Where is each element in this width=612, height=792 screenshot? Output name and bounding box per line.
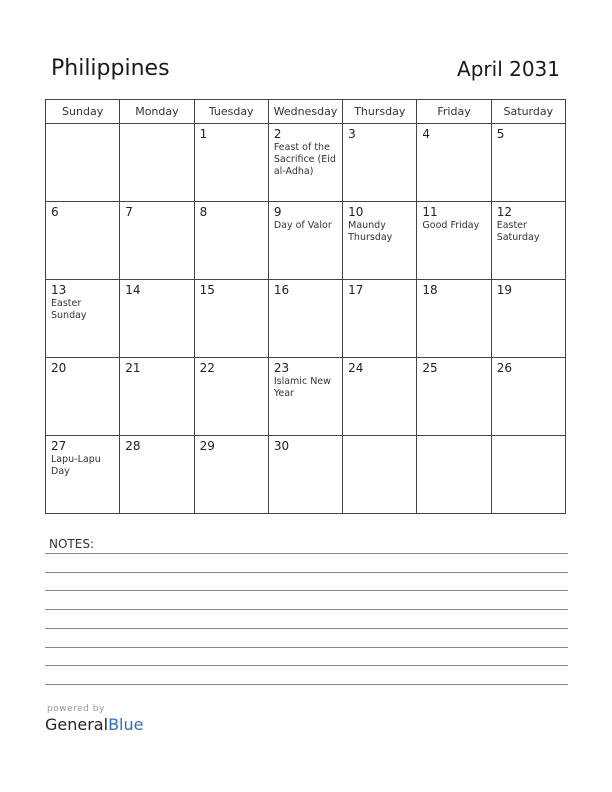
weekday-header: Thursday — [343, 100, 417, 124]
day-number: 8 — [199, 205, 208, 219]
day-number: 19 — [496, 283, 512, 297]
generalblue-logo — [45, 704, 143, 734]
day-number: 25 — [422, 361, 438, 375]
day-cell — [343, 202, 417, 280]
day-cell — [343, 358, 417, 436]
day-number: 12 — [496, 205, 512, 219]
brand-blue-text: Blue — [108, 715, 144, 734]
week-row — [46, 358, 566, 436]
day-cell — [46, 280, 120, 358]
day-number: 10 — [348, 205, 364, 219]
weekday-header: Monday — [120, 100, 194, 124]
day-cell — [120, 358, 194, 436]
week-row — [46, 280, 566, 358]
day-cell — [268, 124, 342, 202]
day-cell — [268, 358, 342, 436]
week-row — [46, 436, 566, 514]
day-number: 26 — [496, 361, 512, 375]
day-cell — [417, 202, 491, 280]
weekday-header: Tuesday — [194, 100, 268, 124]
notes-line — [45, 590, 568, 591]
day-cell — [46, 202, 120, 280]
weekday-header: Sunday — [46, 100, 120, 124]
holiday-label: Maundy Thursday — [348, 220, 393, 243]
day-cell — [194, 280, 268, 358]
day-cell — [491, 358, 565, 436]
weekday-header: Saturday — [491, 100, 565, 124]
calendar-month-title: April 2031 — [457, 57, 560, 81]
notes-line — [45, 553, 568, 554]
week-row — [46, 202, 566, 280]
day-number: 30 — [273, 439, 290, 453]
day-cell — [46, 358, 120, 436]
day-number: 14 — [125, 283, 141, 297]
day-number: 28 — [125, 439, 141, 453]
weekday-header: Friday — [417, 100, 491, 124]
day-number: 11 — [422, 205, 438, 219]
day-number: 15 — [199, 283, 215, 297]
day-cell — [491, 124, 565, 202]
notes-line — [45, 647, 568, 648]
holiday-label: Easter Saturday — [496, 220, 540, 243]
notes-line — [45, 684, 568, 685]
holiday-label: Day of Valor — [273, 220, 332, 231]
weekday-header: Wednesday — [268, 100, 342, 124]
day-number: 13 — [51, 283, 67, 297]
day-cell — [417, 358, 491, 436]
day-number: 6 — [51, 205, 59, 219]
day-cell — [343, 436, 417, 514]
day-cell — [268, 280, 342, 358]
day-number: 20 — [51, 361, 67, 375]
day-cell — [343, 280, 417, 358]
day-number: 4 — [422, 127, 431, 141]
day-number: 24 — [348, 361, 364, 375]
holiday-label: Easter Sunday — [51, 298, 87, 321]
weekday-header-row — [46, 100, 566, 124]
notes-line — [45, 572, 568, 573]
day-cell — [46, 124, 120, 202]
day-number: 18 — [422, 283, 438, 297]
week-row — [46, 124, 566, 202]
day-cell — [120, 202, 194, 280]
day-number: 2 — [273, 127, 282, 141]
day-number: 23 — [273, 361, 290, 375]
day-cell — [120, 280, 194, 358]
notes-label: NOTES: — [49, 537, 94, 551]
day-cell — [120, 436, 194, 514]
brand-general-text: General — [45, 715, 109, 734]
day-cell — [417, 124, 491, 202]
day-cell — [491, 436, 565, 514]
day-cell — [268, 436, 342, 514]
day-number: 3 — [348, 127, 356, 141]
day-number: 9 — [273, 205, 282, 219]
day-cell — [491, 280, 565, 358]
day-cell — [343, 124, 417, 202]
day-cell — [194, 436, 268, 514]
day-cell — [268, 202, 342, 280]
holiday-label: Good Friday — [422, 220, 480, 231]
day-number: 21 — [125, 361, 141, 375]
holiday-label: Islamic New Year — [273, 376, 331, 399]
day-number: 5 — [496, 127, 505, 141]
calendar-grid — [45, 99, 566, 514]
day-cell — [194, 124, 268, 202]
day-cell — [491, 202, 565, 280]
notes-line — [45, 609, 568, 610]
day-number: 1 — [199, 127, 208, 141]
notes-line — [45, 665, 568, 666]
holiday-label: Lapu-Lapu Day — [51, 454, 101, 477]
day-number: 22 — [199, 361, 215, 375]
day-cell — [120, 124, 194, 202]
day-cell — [417, 280, 491, 358]
day-cell — [46, 436, 120, 514]
day-cell — [194, 202, 268, 280]
powered-by-text: powered by — [47, 704, 105, 714]
day-number: 16 — [273, 283, 290, 297]
day-number: 29 — [199, 439, 215, 453]
brand-name — [45, 715, 143, 734]
day-number: 27 — [51, 439, 67, 453]
day-cell — [194, 358, 268, 436]
notes-line — [45, 628, 568, 629]
holiday-label: Feast of the Sacrifice (Eid al-Adha) — [273, 142, 336, 177]
day-number: 17 — [348, 283, 364, 297]
calendar-country-title: Philippines — [51, 56, 170, 81]
day-number: 7 — [125, 205, 133, 219]
day-cell — [417, 436, 491, 514]
